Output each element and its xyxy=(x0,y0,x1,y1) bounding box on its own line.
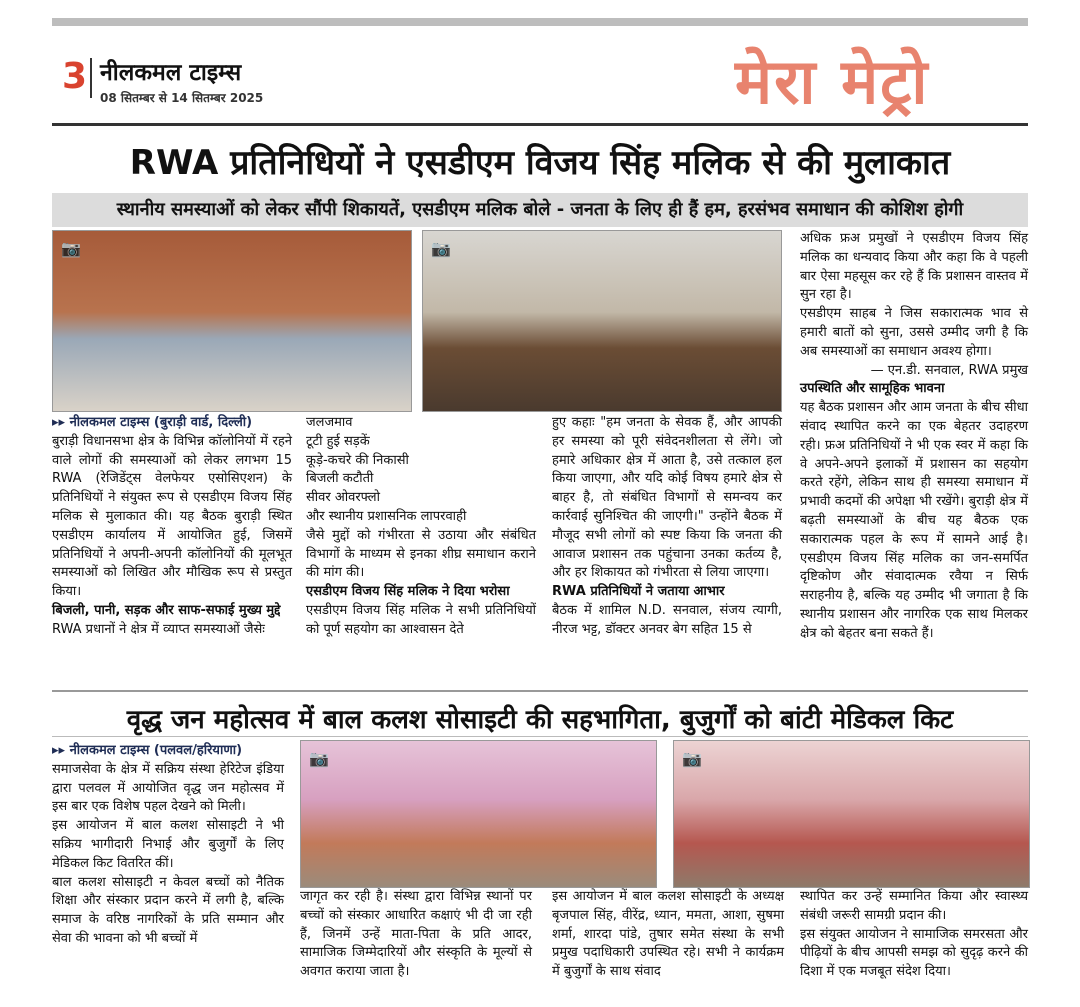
story1-signature: — एन.डी. सनवाल, RWA प्रमुख xyxy=(870,362,1028,378)
story1-column-1 xyxy=(52,414,292,640)
paper-name: नीलकमल टाइम्स xyxy=(100,60,242,86)
credit-arrow-icon: ▸▸ xyxy=(52,415,70,430)
story-divider xyxy=(52,690,1028,692)
story1-photo-handover xyxy=(52,230,412,412)
story2-col1-p3: बाल कलश सोसाइटी न केवल बच्चों को नैतिक शिक्षा और संस्कार प्रदान करने में लगी है, बल्कि समाज के वरिष्ठ नागरिकों के प्रति सम्मान और सेवा की भावना को भी बच्चों में xyxy=(52,874,284,946)
story2-col2-p1: जागृत कर रही है। संस्था द्वारा विभिन्न स्थानों पर बच्चों को संस्कार आधारित कक्षाएं भी दी जा रही हैं, जिनमें उन्हें माता-पिता के प्रति आदर, सामाजिक जिम्मेदारियों और संस्कृति के मूल्यों से अवगत कराया जाता है। xyxy=(300,889,532,980)
list-item: जलजमाव xyxy=(306,415,353,430)
story1-col2-subhead: एसडीएम विजय सिंह मलिक ने दिया भरोसा xyxy=(306,584,510,600)
story2-column-2 xyxy=(300,888,532,982)
section-title: मेरा मेट्रो xyxy=(735,45,930,118)
story1-photo-meeting xyxy=(422,230,782,412)
page-number: 3 xyxy=(62,56,88,97)
story1-column-4 xyxy=(800,230,1028,644)
story2-col3-p1: इस आयोजन में बाल कलश सोसाइटी के अध्यक्ष बृजपाल सिंह, वीरेंद्र, ध्यान, ममता, आशा, सुषमा शर्मा, शारदा पांडे, तुषार समेत संस्था के सभी प्रमुख पदाधिकारी उपस्थित रहे। सभी ने कार्यक्रम में बुजुर्गों के साथ संवाद xyxy=(552,889,784,980)
story1-col3-p2: बैठक में शामिल N.D. सनवाल, संजय त्यागी, नीरज भट्ट, डॉक्टर अनवर बेग सहित 15 से xyxy=(552,602,782,637)
story2-photo-group xyxy=(300,740,657,888)
camera-icon: 📷 xyxy=(61,239,81,258)
camera-icon: 📷 xyxy=(431,239,451,258)
story1-col2-p1: जैसे मुद्दों को गंभीरता से उठाया और संबंधित विभागों के माध्यम से इनका शीघ्र समाधान कराने की मांग की। xyxy=(306,527,536,581)
masthead-rule xyxy=(52,123,1028,126)
list-item: और स्थानीय प्रशासनिक लापरवाही xyxy=(306,508,467,524)
story1-col4-p1: अधिक फ्रअ प्रमुखों ने एसडीएम विजय सिंह मलिक का धन्यवाद किया और कहा कि वे पहली बार ऐसा महसूस कर रहे हैं कि प्रशासन वास्तव में सुन रहा है। xyxy=(800,231,1028,303)
top-rule xyxy=(52,18,1028,26)
story1-col4-subhead: उपस्थिति और सामूहिक भावना xyxy=(800,381,945,397)
list-item: बिजली कटौती xyxy=(306,471,374,487)
camera-icon: 📷 xyxy=(309,749,329,768)
story2-col4-p1: स्थापित कर उन्हें सम्मानित किया और स्वास्थ्य संबंधी जरूरी सामग्री प्रदान की। xyxy=(800,889,1028,923)
story2-col1-p2: इस आयोजन में बाल कलश सोसाइटी ने भी सक्रिय भागीदारी निभाई और बुजुर्गों के लिए मेडिकल किट वितरित कीं। xyxy=(52,818,284,871)
story1-col1-p1: बुराड़ी विधानसभा क्षेत्र के विभिन्न कॉलोनियों में रहने वाले लोगों की समस्याओं को लेकर लगभग 15 RWA (रेजिडेंट्स वेलफेयर एसोसिएशन) के प्रतिनिधियों ने संयुक्त रूप से एसडीएम विजय सिंह मलिक से मुलाकात की। यह बैठक बुराड़ी स्थित एसडीएम कार्यालय में आयोजित हुई, जिसमें प्रतिनिधियों ने अपनी-अपनी कॉलोनियों की मूलभूत समस्याओं को लिखित और मौखिक रूप से प्रस्तुत किया। xyxy=(52,433,292,600)
story1-credit: नीलकमल टाइम्स (बुराड़ी वार्ड, दिल्ली) xyxy=(69,415,253,430)
story1-col4-p3: यह बैठक प्रशासन और आम जनता के बीच सीधा संवाद स्थापित करने का एक बेहतर उदाहरण रही। फ्रअ प्रतिनिधियों ने भी एक स्वर में कहा कि वे अपने-अपने इलाकों में प्रशासन का सहयोग करते रहेंगे, लेकिन साथ ही समस्या समाधान में प्रभावी कदमों की अपेक्षा भी रखेंगे। बुराड़ी क्षेत्र में बढ़ती समस्याओं के बीच यह बैठक एक सकारात्मक पहल के रूप में सामने आई है। एसडीएम विजय सिंह मलिक का जन-समर्पित दृष्टिकोण और संवादात्मक रवैया न सिर्फ सराहनीय है, बल्कि यह उम्मीद भी जगाता है कि स्थानीय प्रशासन और नागरिक एक साथ मिलकर क्षेत्र को बेहतर बना सकते हैं। xyxy=(800,400,1028,641)
list-item: टूटी हुई सड़कें xyxy=(306,433,370,449)
story2-photo-honour xyxy=(673,740,1030,888)
story2-col1-p1: समाजसेवा के क्षेत्र में सक्रिय संस्था हेरिटेज इंडिया द्वारा पलवल में आयोजित वृद्ध जन महोत्सव में इस बार एक विशेष पहल देखने को मिली। xyxy=(52,761,284,815)
story2-column-1 xyxy=(52,742,284,949)
story1-col3-subhead: RWA प्रतिनिधियों ने जताया आभार xyxy=(552,584,725,600)
story1-col1-subhead: बिजली, पानी, सड़क और साफ-सफाई मुख्य मुद्दे xyxy=(52,602,281,618)
issue-dates: 08 सितम्बर से 14 सितम्बर 2025 xyxy=(100,91,264,105)
story2-rule xyxy=(52,736,1028,737)
credit-arrow-icon: ▸▸ xyxy=(52,743,70,758)
list-item: सीवर ओवरफ्लो xyxy=(306,490,380,506)
camera-icon: 📷 xyxy=(682,749,702,768)
story1-column-3 xyxy=(552,414,782,640)
story1-col2-p2: एसडीएम विजय सिंह मलिक ने सभी प्रतिनिधियों को पूर्ण सहयोग का आश्वासन देते xyxy=(306,602,536,637)
story1-subheadline: स्थानीय समस्याओं को लेकर सौंपी शिकायतें, एसडीएम मलिक बोले - जनता के लिए ही हैं हम, हरसंभव समाधान की कोशिश होगी xyxy=(52,193,1028,227)
story1-col1-p2: RWA प्रधानों ने क्षेत्र में व्याप्त समस्याओं जैसेः xyxy=(52,621,265,637)
story1-headline: RWA प्रतिनिधियों ने एसडीएम विजय सिंह मलिक से की मुलाकात xyxy=(129,143,951,183)
list-item: कूड़े-कचरे की निकासी xyxy=(306,452,409,468)
story1-col4-p2: एसडीएम साहब ने जिस सकारात्मक भाव से हमारी बातों को सुना, उससे उम्मीद जगी है कि अब समस्याओं का समाधान अवश्य होगा। xyxy=(800,306,1028,359)
story2-credit: नीलकमल टाइम्स (पलवल/हरियाणा) xyxy=(69,743,243,758)
story1-column-2 xyxy=(306,414,536,640)
story2-headline: वृद्ध जन महोत्सव में बाल कलश सोसाइटी की सहभागिता, बुजुर्गों को बांटी मेडिकल किट xyxy=(126,705,954,735)
story2-col4-p2: इस संयुक्त आयोजन ने सामाजिक समरसता और पीढ़ियों के बीच आपसी समझ को सुदृढ़ करने की दिशा में एक मजबूत संदेश दिया। xyxy=(800,926,1028,980)
story1-col3-p1: हुए कहाः "हम जनता के सेवक हैं, और आपकी हर समस्या को पूरी संवेदनशीलता से लेंगे। जो हमारे अधिकार क्षेत्र में आता है, उसे तत्काल हल किया जाएगा, और यदि कोई विषय हमारे क्षेत्र से बाहर है, तो संबंधित विभागों से समन्वय कर कार्रवाई सुनिश्चित की जाएगी।" उन्होंने बैठक में मौजूद सभी लोगों को स्पष्ट किया कि जनता की आवाज प्रशासन तक पहुंचाना उनका कर्तव्य है, और हर शिकायत को गंभीरता से लिया जाएगा। xyxy=(552,415,782,581)
story2-column-3 xyxy=(552,888,784,982)
story2-column-4 xyxy=(800,888,1028,982)
masthead-divider xyxy=(90,58,92,98)
